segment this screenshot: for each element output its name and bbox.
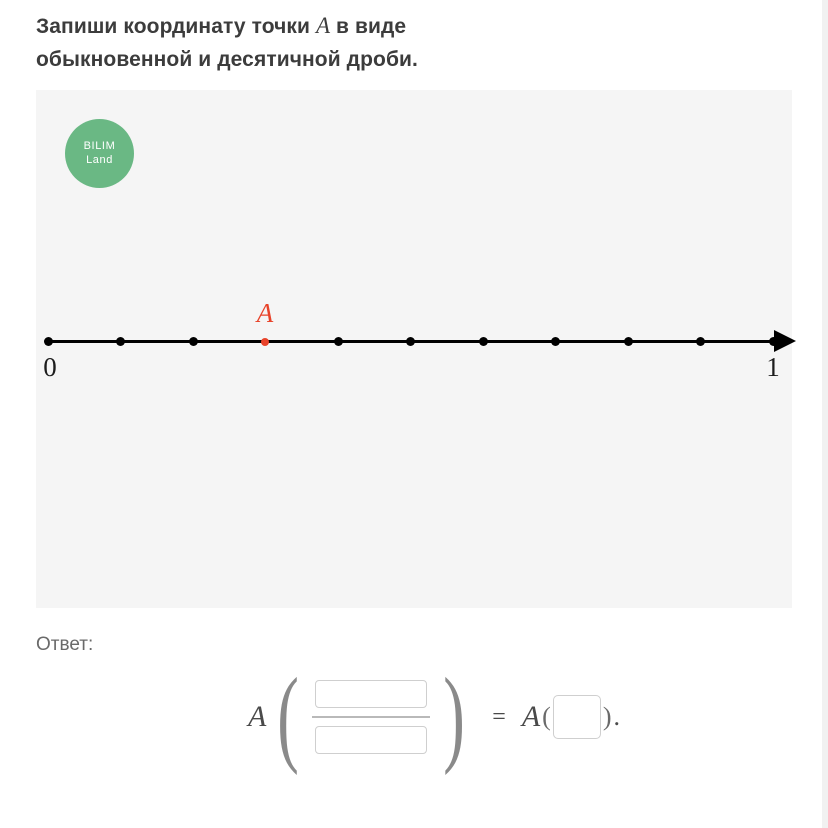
decimal-open-paren: (: [542, 702, 551, 732]
task-title-part1: Запиши координату точки: [36, 15, 316, 38]
tick-mark: [551, 337, 560, 346]
decimal-answer-group: [522, 695, 620, 739]
numerator-input[interactable]: [315, 680, 427, 708]
scrollbar-track[interactable]: [822, 0, 828, 828]
task-title-line2: обыкновенной и десятичной дроби.: [36, 47, 418, 71]
denominator-input[interactable]: [315, 726, 427, 754]
right-paren: ): [443, 656, 466, 776]
axis-label-zero: 0: [43, 352, 57, 383]
tick-mark: [116, 337, 125, 346]
tick-mark: [334, 337, 343, 346]
answer-label: Ответ:: [36, 634, 94, 656]
tick-mark: [769, 337, 778, 346]
tick-mark: [406, 337, 415, 346]
task-title-part2: в виде: [330, 15, 407, 38]
decimal-input[interactable]: [553, 695, 601, 739]
number-line-diagram: [36, 90, 792, 608]
answer-variable: A: [248, 700, 267, 734]
left-paren: (: [277, 656, 300, 776]
tick-mark: [696, 337, 705, 346]
decimal-close-paren: ): [602, 702, 612, 732]
page-title: [36, 0, 792, 76]
tick-mark: [479, 337, 488, 346]
figure-area: [36, 90, 792, 608]
logo-line-2: Land: [86, 153, 113, 166]
decimal-answer-variable: A: [521, 700, 541, 734]
equals-sign: =: [492, 703, 506, 730]
axis-label-one: 1: [766, 352, 780, 383]
tick-mark: [624, 337, 633, 346]
logo-line-1: BILIM: [83, 139, 116, 152]
point-a-label: A: [256, 298, 274, 329]
tick-mark: [44, 337, 53, 346]
fraction-input-group: [312, 680, 430, 754]
tick-mark: [189, 337, 198, 346]
tick-mark-point-a: [261, 338, 269, 346]
task-title-variable: A: [315, 13, 331, 38]
trailing-period: .: [613, 702, 620, 732]
answer-expression: [36, 656, 792, 776]
fraction-bar: [312, 716, 430, 718]
